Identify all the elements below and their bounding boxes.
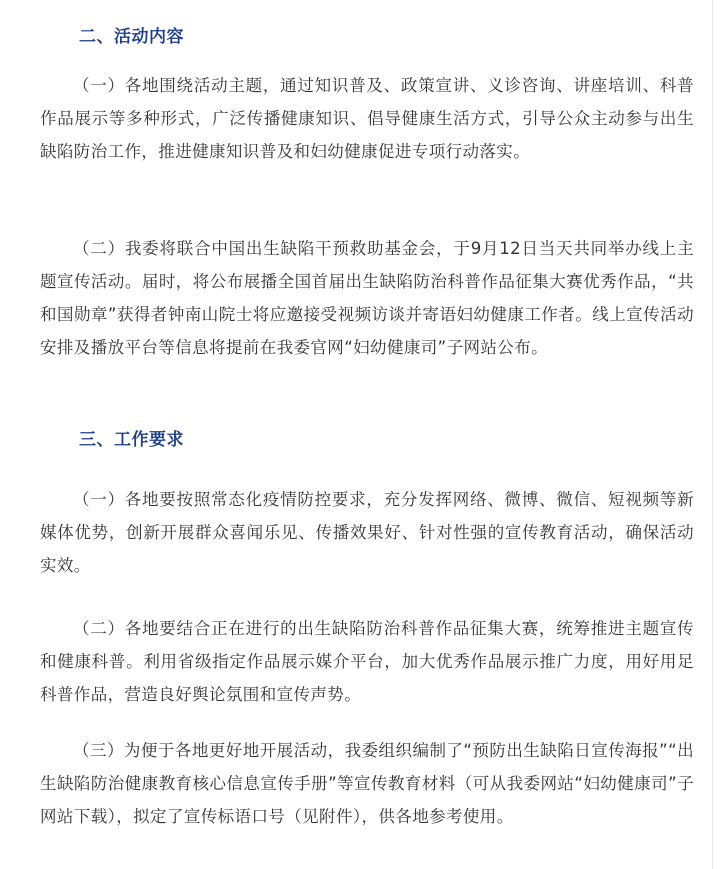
paragraph-3-2: （二）各地要结合正在进行的出生缺陷防治科普作品征集大赛，统筹推进主题宣传和健康科普。利用省级指定作品展示媒介平台，加大优秀作品展示推广力度，用好用足科普作品，营造良好舆论氛围和宣传声势。: [40, 619, 694, 704]
section-heading-activity-content: 二、活动内容: [79, 27, 184, 47]
paragraph-3-1: （一）各地要按照常态化疫情防控要求，充分发挥网络、微博、微信、短视频等新媒体优势，创新开展群众喜闻乐见、传播效果好、针对性强的宣传教育活动，确保活动实效。: [40, 490, 694, 575]
scroll-edge-divider: [712, 0, 713, 869]
section-heading-work-requirements: 三、工作要求: [79, 430, 184, 450]
paragraph-3-3: （三）为便于各地更好地开展活动，我委组织编制了“预防出生缺陷日宣传海报”“出生缺陷防治健康教育核心信息宣传手册”等宣传教育材料（可从我委网站“妇幼健康司”子网站下载），拟定了宣传标语口号（见附件），供各地参考使用。: [40, 741, 694, 826]
paragraph-2-1: （一）各地围绕活动主题，通过知识普及、政策宣讲、义诊咨询、讲座培训、科普作品展示等多种形式，广泛传播健康知识、倡导健康生活方式，引导公众主动参与出生缺陷防治工作，推进健康知识普及和妇幼健康促进专项行动落实。: [40, 76, 694, 161]
article-body: [40, 0, 700, 869]
paragraph-2-2: （二）我委将联合中国出生缺陷干预救助基金会，于9月12日当天共同举办线上主题宣传活动。届时，将公布展播全国首届出生缺陷防治科普作品征集大赛优秀作品，“共和国勋章”获得者钟南山院士将应邀接受视频访谈并寄语妇幼健康工作者。线上宣传活动安排及播放平台等信息将提前在我委官网“妇幼健康司”子网站公布。: [40, 239, 694, 357]
